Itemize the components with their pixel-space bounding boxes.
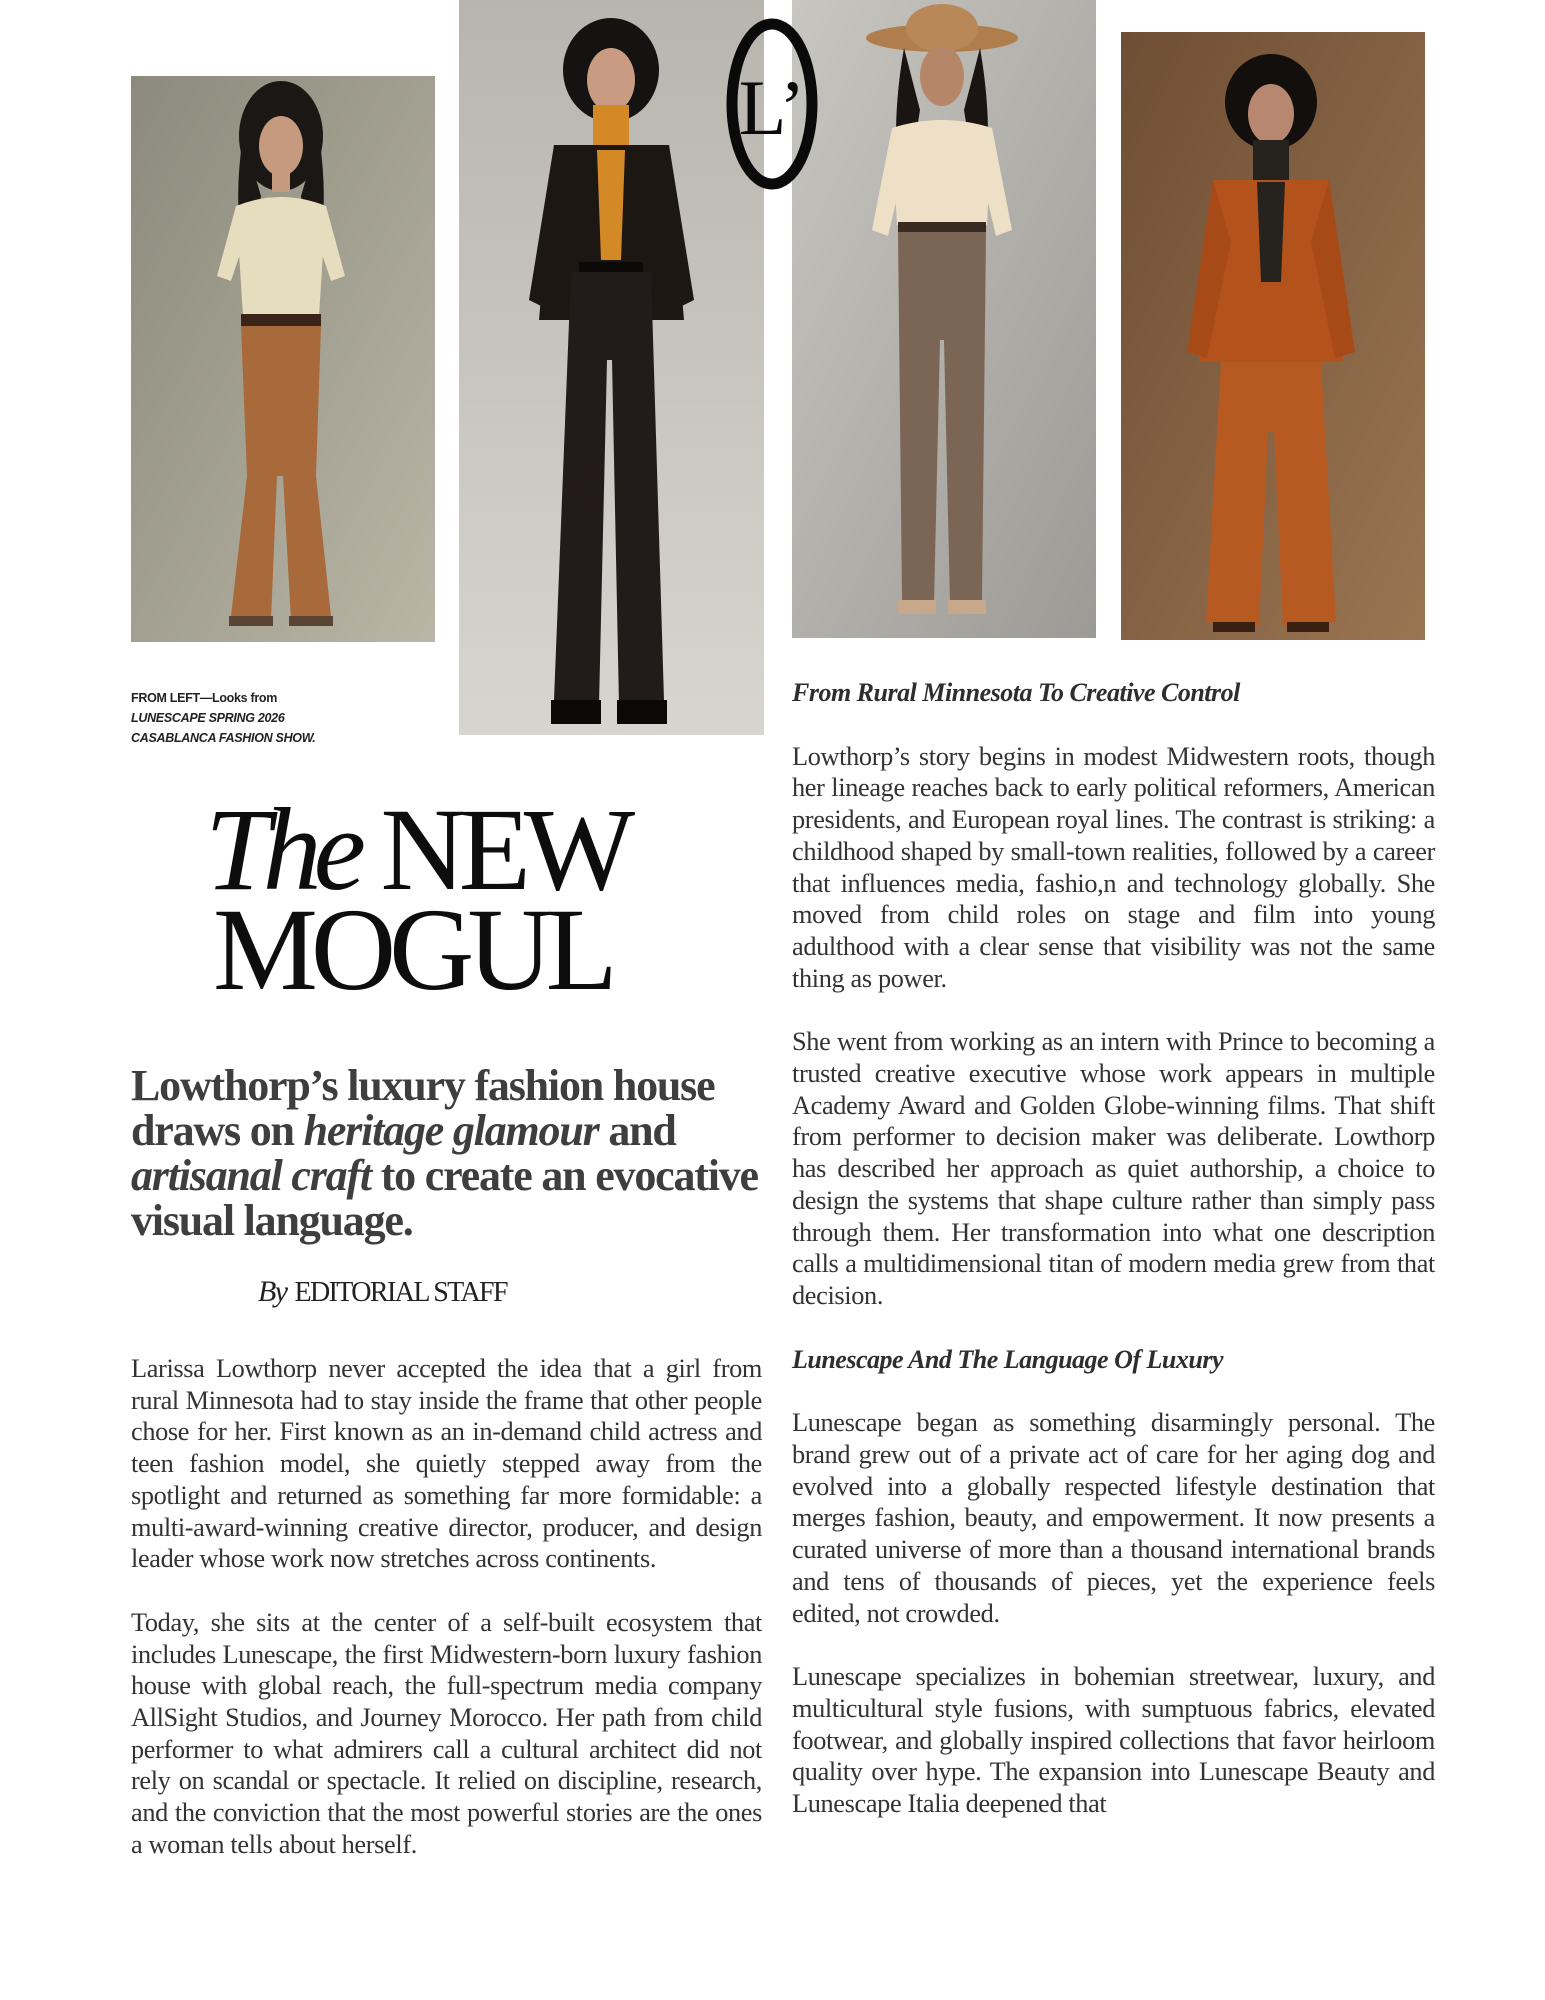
body-column-right	[792, 677, 1435, 1852]
byline-by: By	[258, 1275, 287, 1308]
body-paragraph: Lunescape began as something disarmingly personal. The brand grew out of a private act of care for her aging dog and evolved into a globally respected lifestyle destination that merges fashion, beauty, and empowerment. It now presents a curated universe of more than a thousand international brands and tens of thousands of pieces, yet the experience feels edited, not crowded.	[792, 1408, 1435, 1628]
body-column-left	[131, 1353, 762, 1893]
body-paragraph: She went from working as an intern with Prince to becoming a trusted creative executive whose work appears in multiple Academy Award and Golden Globe-winning films. That shift from performer to decision maker was deliberate. Lowthorp has described her approach as quiet authorship, a choice to design the systems that shape culture rather than simply pass through them. Her transformation into what one description calls a multidimensional titan of modern media grew from that decision.	[792, 1027, 1435, 1310]
photo-caption	[131, 688, 391, 748]
fashion-photo-2	[459, 0, 764, 735]
dek	[131, 1063, 771, 1243]
headline-new: NEW	[380, 784, 629, 915]
body-paragraph: Larissa Lowthorp never accepted the idea that a girl from rural Minnesota had to stay inside the frame that other people chose for her. First known as an in-demand child actress and teen fashion model, she quietly stepped away from the spotlight and returned as something far more formidable: a multi-award-winning creative director, producer, and design leader whose work now stretches across continents.	[131, 1354, 762, 1574]
headline-mogul: MOGUL	[213, 884, 611, 1015]
fashion-photo-1	[131, 76, 435, 642]
dek-text-3: to create an evocative visual language.	[131, 1151, 758, 1245]
caption-line-2: LUNESCAPE SPRING 2026	[131, 711, 285, 725]
caption-line-1: FROM LEFT—Looks from	[131, 691, 278, 705]
section-heading: Lunescape And The Language Of Luxury	[792, 1344, 1223, 1374]
dek-emphasis-1: heritage glamour	[303, 1106, 599, 1155]
body-paragraph: Lunescape specializes in bohemian streetwear, luxury, and multicultural style fusions, with sumptuous fabrics, elevated footwear, and globally inspired collections that favor heirloom quality over hype. The expansion into Lunescape Beauty and Lunescape Italia deepened that	[792, 1662, 1435, 1819]
headline-the: The	[205, 784, 358, 915]
body-paragraph: Lowthorp’s story begins in modest Midwestern roots, though her lineage reaches back to early political reformers, American presidents, and European royal lines. The contrast is striking: a childhood shaped by small-town realities, followed by a career that influences media, fashio,n and technology globally. She moved from child roles on stage and film into young adulthood with a clear sense that visibility was not the same thing as power.	[792, 741, 1435, 993]
dek-emphasis-2: artisanal craft	[131, 1151, 371, 1200]
fashion-photo-4	[1121, 32, 1425, 640]
section-heading: From Rural Minnesota To Creative Control	[792, 678, 1240, 707]
body-paragraph: Today, she sits at the center of a self-built ecosystem that includes Lunescape, the first Midwestern-born luxury fashion house with global reach, the full-spectrum media company AllSight Studios, and Journey Morocco. Her path from child performer to what admirers call a cultural architect did not rely on scandal or spectacle. It relied on discipline, research, and the conviction that the most powerful stories are the ones a woman tells about herself.	[131, 1607, 762, 1859]
caption-line-3: CASABLANCA FASHION SHOW.	[131, 731, 316, 745]
headline	[205, 784, 745, 1015]
dek-text-2: and	[598, 1106, 676, 1155]
fashion-photo-3	[792, 0, 1096, 638]
dek-text-1: Lowthorp’s luxury fashion house draws on	[131, 1061, 715, 1155]
magazine-logo	[722, 18, 822, 190]
byline	[258, 1275, 507, 1309]
logo-letter: L’	[738, 64, 806, 151]
byline-author: EDITORIAL STAFF	[294, 1277, 508, 1308]
